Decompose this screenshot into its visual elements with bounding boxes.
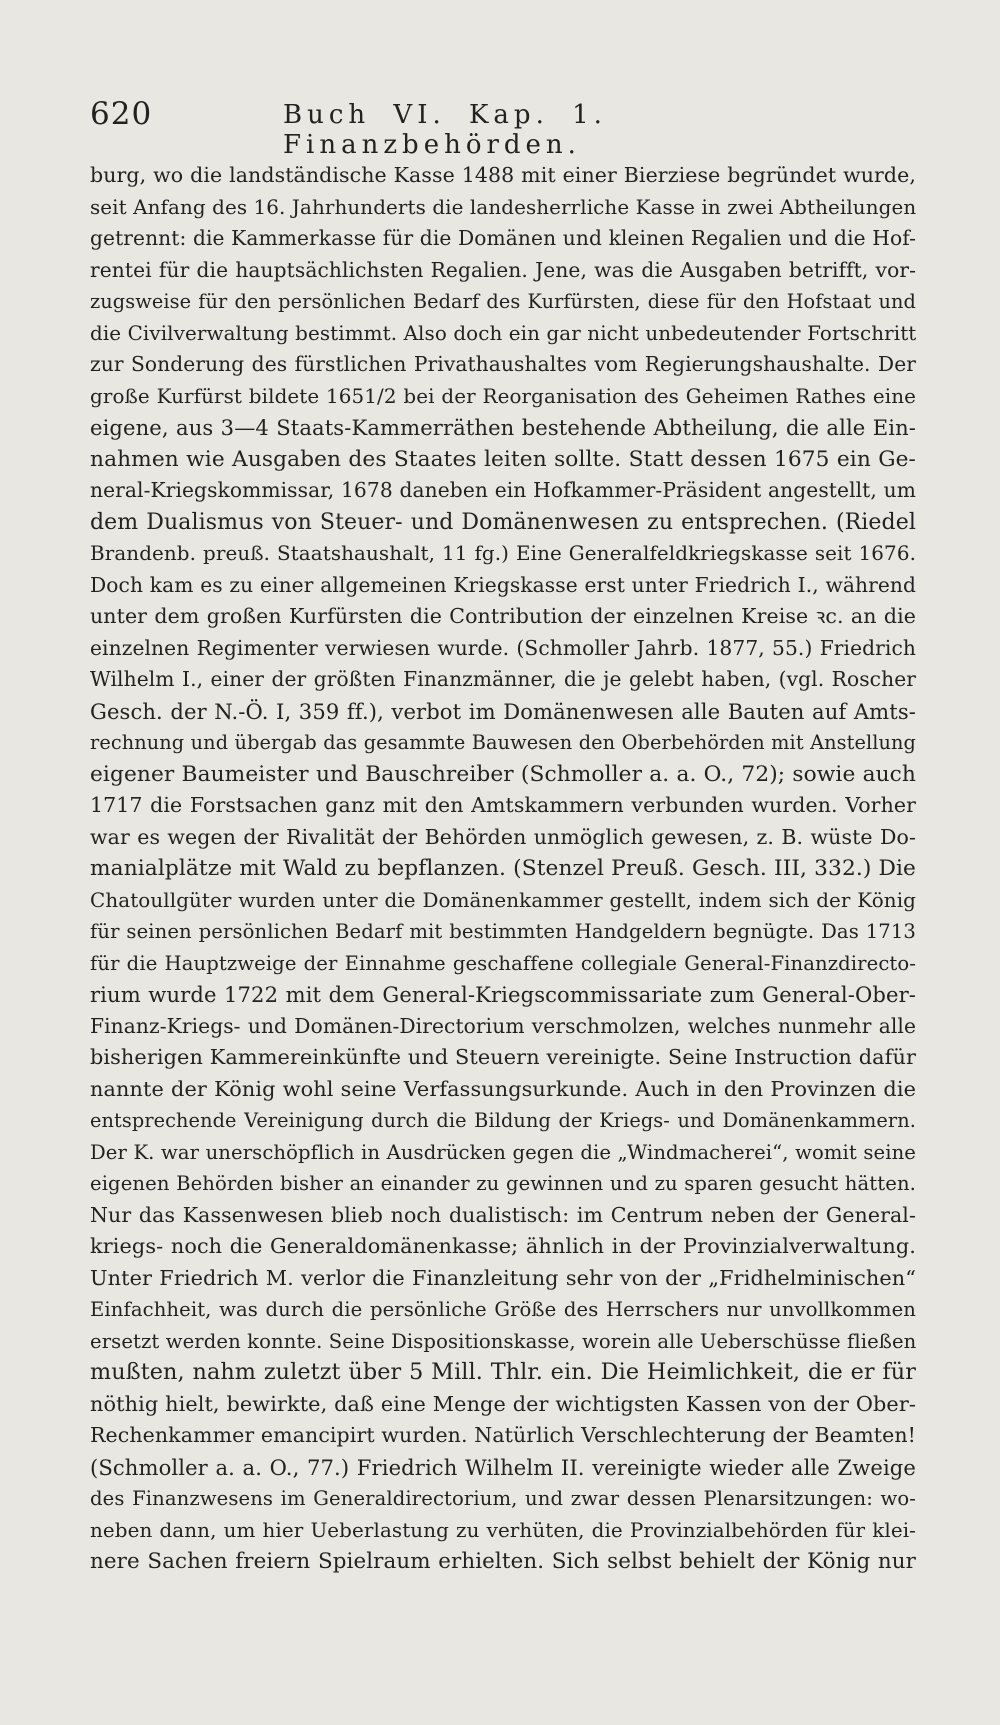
text-line: dem Dualismus von Steuer- und Domänenwesen zu entsprechen. (Riedel bbox=[90, 509, 916, 535]
text-line: war es wegen der Rivalität der Behörden unmöglich gewesen, z. B. wüste Do- bbox=[90, 824, 916, 849]
text-line: Finanz-Kriegs- und Domänen-Directorium verschmolzen, welches nunmehr alle bbox=[90, 1013, 916, 1038]
text-line: einzelnen Regimenter verwiesen wurde. (Schmoller Jahrb. 1877, 55.) Friedrich bbox=[90, 635, 916, 660]
text-line: Rechenkammer emancipirt wurden. Natürlich Verschlechterung der Beamten! bbox=[90, 1423, 916, 1447]
text-line: Einfachheit, was durch die persönliche Größe des Herrschers nur unvollkommen bbox=[90, 1298, 916, 1321]
text-line: große Kurfürst bildete 1651/2 bei der Reorganisation des Geheimen Rathes eine bbox=[90, 384, 916, 408]
text-line: nahmen wie Ausgaben des Staates leiten sollte. Statt dessen 1675 ein Ge- bbox=[90, 446, 916, 472]
page-number: 620 bbox=[90, 96, 153, 132]
text-line: burg, wo die landständische Kasse 1488 mit einer Bierziese begründet wurde, bbox=[90, 163, 916, 187]
text-line: eigene, aus 3—4 Staats-Kammerräthen bestehende Abtheilung, die alle Ein- bbox=[90, 415, 916, 440]
text-line: Der K. war unerschöpflich in Ausdrücken gegen die „Windmacherei“, womit seine bbox=[90, 1140, 916, 1164]
text-line: entsprechende Vereinigung durch die Bildung der Kriegs- und Domänenkammern. bbox=[90, 1109, 916, 1132]
text-line: neral-Kriegskommissar, 1678 daneben ein Hofkammer-Präsident angestellt, um bbox=[90, 478, 916, 502]
text-line: nere Sachen freiern Spielraum erhielten. Sich selbst behielt der König nur bbox=[90, 1549, 916, 1574]
text-line: Wilhelm I., einer der größten Finanzmänner, die je gelebt haben, (vgl. Roscher bbox=[90, 667, 916, 691]
text-line: Unter Friedrich M. verlor die Finanzleitung sehr von der „Fridhelminischen“ bbox=[90, 1265, 916, 1290]
text-line: rentei für die hauptsächlichsten Regalien. Jene, was die Ausgaben betrifft, vor- bbox=[90, 257, 916, 282]
text-line: zur Sonderung des fürstlichen Privathaushaltes vom Regierungshaushalte. Der bbox=[90, 352, 916, 376]
text-line: für seinen persönlichen Bedarf mit bestimmten Handgeldern begnügte. Das 1713 bbox=[90, 920, 916, 943]
text-line: rium wurde 1722 mit dem General-Kriegscommissariate zum General-Ober- bbox=[90, 982, 916, 1007]
text-line: ersetzt werden konnte. Seine Dispositionskasse, worein alle Ueberschüsse fließen bbox=[90, 1329, 917, 1353]
text-line: zugsweise für den persönlichen Bedarf des Kurfürsten, diese für den Hofstaat und bbox=[90, 290, 916, 313]
text-line: für die Hauptzweige der Einnahme geschaffene collegiale General-Finanzdirecto- bbox=[90, 951, 916, 975]
text-line: getrennt: die Kammerkasse für die Domänen und kleinen Regalien und die Hof- bbox=[90, 226, 916, 250]
text-line: mußten, nahm zuletzt über 5 Mill. Thlr. ein. Die Heimlichkeit, die er für bbox=[90, 1359, 916, 1385]
body-text bbox=[90, 160, 916, 1578]
text-line: nannte der König wohl seine Verfassungsurkunde. Auch in den Provinzen die bbox=[90, 1076, 916, 1101]
text-line: (Schmoller a. a. O., 77.) Friedrich Wilhelm II. vereinigte wieder alle Zweige bbox=[90, 1454, 916, 1480]
text-line: des Finanzwesens im Generaldirectorium, und zwar dessen Plenarsitzungen: wo- bbox=[90, 1487, 916, 1510]
text-line: seit Anfang des 16. Jahrhunderts die landesherrliche Kasse in zwei Abtheilungen bbox=[90, 195, 917, 219]
page-header bbox=[90, 96, 910, 160]
text-line: nöthig hielt, bewirkte, daß eine Menge der wichtigsten Kassen von der Ober- bbox=[90, 1391, 916, 1416]
text-line: neben dann, um hier Ueberlastung zu verhüten, die Provinzialbehörden für klei- bbox=[90, 1518, 916, 1542]
text-line: eigenen Behörden bisher an einander zu gewinnen und zu sparen gesucht hätten. bbox=[90, 1172, 916, 1195]
text-line: manialplätze mit Wald zu bepflanzen. (Stenzel Preuß. Gesch. III, 332.) Die bbox=[90, 856, 916, 881]
text-line: Nur das Kassenwesen blieb noch dualistisch: im Centrum neben der General- bbox=[90, 1202, 916, 1227]
text-line: 1717 die Forstsachen ganz mit den Amtskammern verbunden wurden. Vorher bbox=[90, 793, 916, 817]
text-line: unter dem großen Kurfürsten die Contribution der einzelnen Kreise ꝛc. an die bbox=[90, 604, 916, 628]
text-line: bisherigen Kammereinkünfte und Steuern vereinigte. Seine Instruction dafür bbox=[90, 1045, 916, 1069]
text-line: Doch kam es zu einer allgemeinen Kriegskasse erst unter Friedrich I., während bbox=[90, 572, 916, 597]
text-line: Chatoullgüter wurden unter die Domänenkammer gestellt, indem sich der König bbox=[90, 888, 916, 912]
text-line: Brandenb. preuß. Staatshaushalt, 11 fg.) Eine Generalfeldkriegskasse seit 1676. bbox=[90, 542, 916, 565]
text-line: die Civilverwaltung bestimmt. Also doch ein gar nicht unbedeutender Fortschritt bbox=[90, 321, 917, 345]
text-line: kriegs- noch die Generaldomänenkasse; ähnlich in der Provinzialverwaltung. bbox=[90, 1234, 916, 1258]
text-line: Gesch. der N.-Ö. I, 359 ff.), verbot im Domänenwesen alle Bauten auf Amts- bbox=[90, 698, 916, 724]
text-line: eigener Baumeister und Bauschreiber (Schmoller a. a. O., 72); sowie auch bbox=[90, 761, 916, 787]
text-line: rechnung und übergab das gesammte Bauwesen den Oberbehörden mit Anstellung bbox=[90, 731, 916, 754]
running-title: Buch VI. Kap. 1. Finanzbehörden. bbox=[283, 100, 607, 160]
